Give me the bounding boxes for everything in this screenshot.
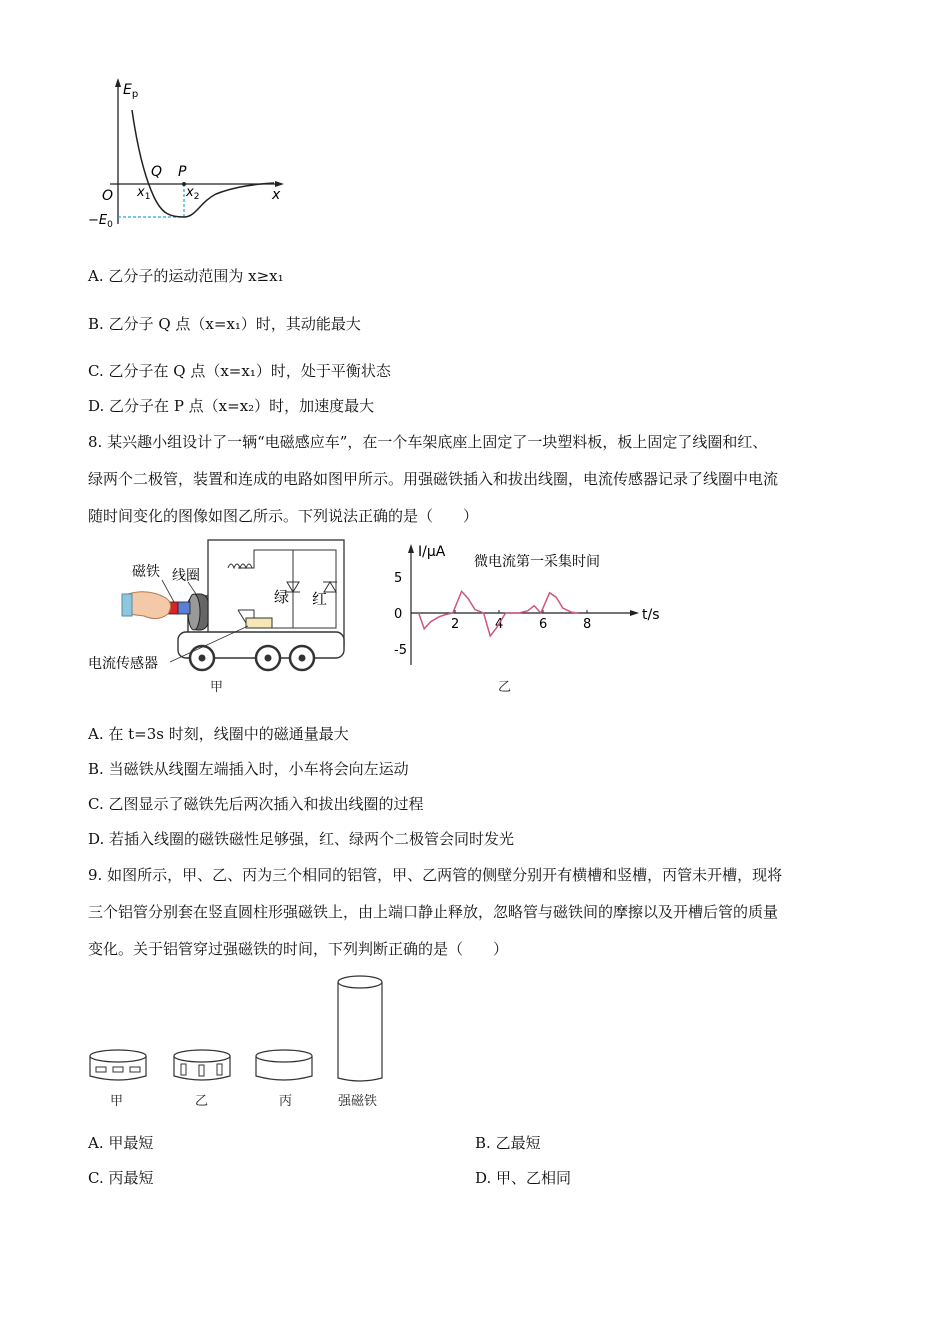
q7-option-c: C. 乙分子在 Q 点（x=x₁）时，处于平衡状态: [88, 362, 391, 380]
current-sensor: [246, 618, 272, 628]
y-tick-label-5: 5: [394, 571, 403, 586]
x-tick-label-8: 8: [583, 617, 592, 632]
sleeve: [122, 594, 132, 616]
q9-option-b: B. 乙最短: [475, 1134, 541, 1152]
chart-title: 微电流第一采集时间: [474, 554, 600, 570]
tube-yi: [174, 1050, 230, 1080]
q8-option-b: B. 当磁铁从线圈左端插入时，小车将会向左运动: [88, 760, 409, 778]
chart-y-axis-arrow: [408, 544, 414, 553]
q-label: Q: [151, 164, 163, 180]
chart-x-label: t/s: [642, 607, 660, 623]
x-axis-label: x: [272, 187, 281, 203]
q8-option-a: A. 在 t=3s 时刻，线圈中的磁通量最大: [88, 725, 349, 743]
q9-stem-line-3: 变化。关于铝管穿过强磁铁的时间，下列判断正确的是（ ）: [88, 940, 509, 958]
chart-y-label: I/μA: [418, 544, 446, 560]
current-time-chart: [388, 540, 678, 670]
figure-yi-caption: 乙: [498, 680, 512, 695]
tube-jia-label: 甲: [110, 1094, 124, 1109]
coil-label: 线圈: [172, 568, 200, 584]
green-label: 绿: [274, 588, 290, 606]
magnet-south: [178, 602, 190, 614]
induction-car-figure: [88, 536, 360, 694]
q9-option-a: A. 甲最短: [88, 1134, 154, 1152]
x1-label: $x_1$: [137, 185, 151, 202]
y-tick-label--5: -5: [394, 643, 407, 658]
y-axis-arrow: [115, 78, 121, 87]
magnet-cylinder-label: 强磁铁: [338, 1094, 378, 1109]
q8-stem-line-2: 绿两个二极管，装置和连成的电路如图甲所示。用强磁铁插入和拔出线圈，电流传感器记录了线圈中电流: [88, 470, 779, 488]
q9-option-d: D. 甲、乙相同: [475, 1169, 572, 1187]
tube-yi-label: 乙: [195, 1094, 209, 1109]
q7-option-d: D. 乙分子在 P 点（x=x₂）时，加速度最大: [88, 397, 375, 415]
q8-stem-line-1: 8. 某兴趣小组设计了一辆“电磁感应车”，在一个车架底座上固定了一块塑料板，板上固定了线圈和红、: [88, 433, 768, 451]
origin-label: O: [102, 188, 114, 204]
magnet-label: 磁铁: [132, 564, 160, 580]
x-tick-label-4: 4: [495, 617, 504, 632]
q9-stem-line-2: 三个铝管分别套在竖直圆柱形强磁铁上，由上端口静止释放，忽略管与磁铁间的摩擦以及开槽后管的质量: [88, 903, 779, 921]
x2-label: $x_2$: [186, 185, 200, 202]
q9-option-c: C. 丙最短: [88, 1169, 154, 1187]
tube-bing-label: 丙: [279, 1094, 293, 1109]
ep-x-graph: [88, 72, 298, 242]
y-tick-label-0: 0: [394, 607, 403, 622]
e0-label: $-E_0$: [88, 213, 113, 230]
hand: [128, 592, 171, 619]
coil-symbol: [228, 564, 252, 568]
strong-magnet-cylinder: [338, 976, 382, 1081]
x-tick-label-2: 2: [451, 617, 460, 632]
tube-jia: [90, 1050, 146, 1080]
tube-bing: [256, 1050, 312, 1080]
figure-jia-caption: 甲: [210, 680, 224, 695]
x-tick-label-6: 6: [539, 617, 548, 632]
q8-option-c: C. 乙图显示了磁铁先后两次插入和拔出线圈的过程: [88, 795, 424, 813]
q9-stem-line-1: 9. 如图所示，甲、乙、丙为三个相同的铝管，甲、乙两管的侧壁分别开有横槽和竖槽，丙管未开槽，现将: [88, 866, 783, 884]
q7-option-b: B. 乙分子 Q 点（x=x₁）时，其动能最大: [88, 315, 361, 333]
q8-stem-line-3: 随时间变化的图像如图乙所示。下列说法正确的是（ ）: [88, 507, 479, 525]
p-label: P: [178, 164, 187, 180]
red-label: 红: [312, 590, 328, 608]
sensor-label: 电流传感器: [88, 656, 158, 672]
q8-option-d: D. 若插入线圈的磁铁磁性足够强，红、绿两个二极管会同时发光: [88, 830, 515, 848]
y-axis-label: $E_p$: [123, 82, 139, 100]
sensor-wire: [238, 610, 246, 623]
aluminum-tubes-figure: [86, 970, 386, 1086]
chart-x-axis-arrow: [630, 610, 639, 616]
q7-option-a: A. 乙分子的运动范围为 x≥x₁: [88, 267, 284, 285]
